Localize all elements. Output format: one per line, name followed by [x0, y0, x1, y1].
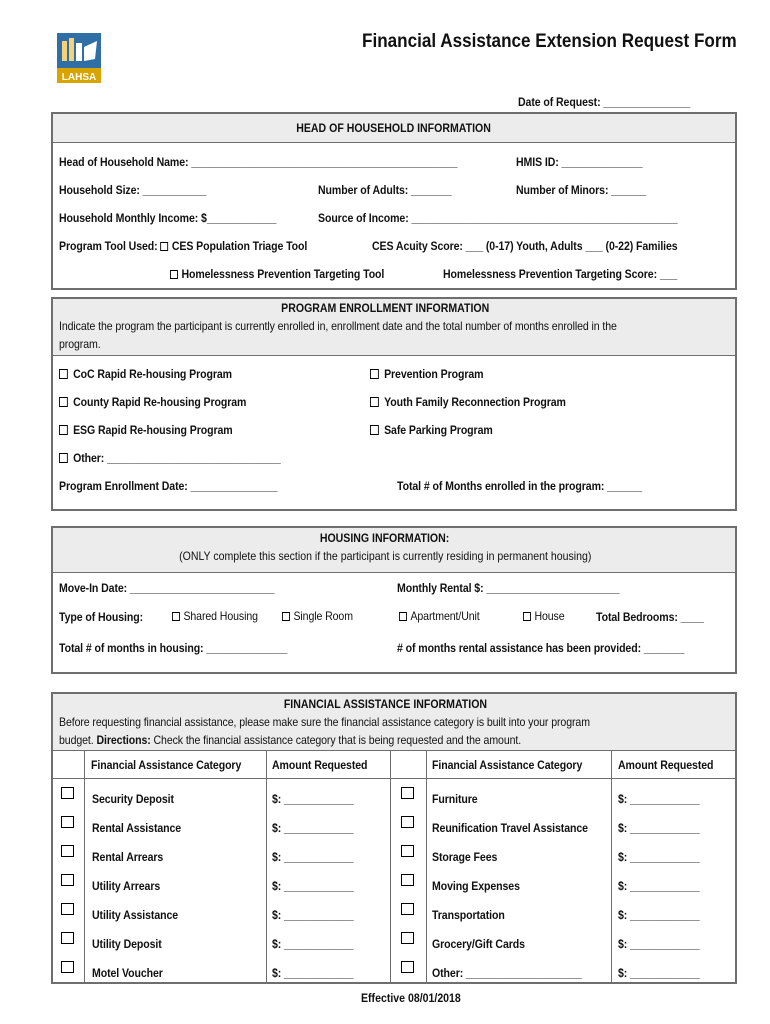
program-title: PROGRAM ENROLLMENT INFORMATION [280, 301, 490, 315]
youth-family-label: Youth Family Reconnection Program [384, 395, 566, 409]
right-category-checkbox[interactable] [401, 874, 414, 886]
enrollment-date-field[interactable]: Program Enrollment Date: _______________ [59, 479, 278, 493]
prevention-program-label: Prevention Program [384, 367, 484, 381]
esg-rrh-option[interactable] [59, 423, 233, 437]
right-category-label: Moving Expenses [432, 879, 520, 893]
type-of-housing-label: Type of Housing: [59, 610, 144, 624]
prevention-program-checkbox[interactable] [370, 369, 379, 379]
left-amount-field[interactable]: $: ____________ [272, 879, 354, 893]
left-category-label: Utility Deposit [92, 937, 162, 951]
financial-desc-2 [59, 733, 521, 747]
right-category-checkbox[interactable] [401, 932, 414, 944]
shared-housing-option[interactable] [172, 609, 258, 623]
other-program-checkbox[interactable] [59, 453, 68, 463]
financial-desc-2-post: Check the financial assistance category that is being requested and the amount. [150, 733, 522, 747]
form-title: Financial Assistance Extension Request Form [362, 31, 737, 52]
safe-parking-label: Safe Parking Program [384, 423, 493, 437]
left-category-label: Utility Arrears [92, 879, 161, 893]
right-amount-field[interactable]: $: ____________ [618, 937, 700, 951]
county-rrh-checkbox[interactable] [59, 397, 68, 407]
monthly-rental-field[interactable]: Monthly Rental $: _______________________ [397, 581, 620, 595]
source-income-field[interactable]: Source of Income: ______________________________________________ [318, 211, 678, 225]
prevention-tool-checkbox[interactable] [170, 270, 178, 279]
prevention-score-field[interactable]: Homelessness Prevention Targeting Score: ___ [443, 267, 678, 281]
left-amount-field[interactable]: $: ____________ [272, 966, 354, 980]
hmis-id-field[interactable]: HMIS ID: ______________ [516, 155, 643, 169]
ces-triage-checkbox[interactable] [160, 242, 168, 251]
prevention-program-option[interactable] [370, 367, 483, 381]
right-category-label: Other: ____________________ [432, 966, 582, 980]
col-header-amount-right: Amount Requested [618, 758, 714, 772]
ces-triage-label: CES Population Triage Tool [171, 239, 308, 253]
table-col-divider [390, 750, 391, 982]
program-tool-label: Program Tool Used: [59, 239, 158, 253]
left-amount-field[interactable]: $: ____________ [272, 850, 354, 864]
apartment-unit-checkbox[interactable] [399, 612, 407, 621]
single-room-option[interactable] [282, 609, 353, 623]
ces-acuity-score[interactable]: CES Acuity Score: ___ (0-17) Youth, Adults ___ (0-22) Families [372, 239, 678, 253]
number-minors-field[interactable]: Number of Minors: ______ [516, 183, 646, 197]
house-option[interactable] [523, 609, 565, 623]
left-category-label: Rental Assistance [92, 821, 182, 835]
total-bedrooms-field[interactable]: Total Bedrooms: ____ [596, 610, 704, 624]
months-rental-assistance-field[interactable]: # of months rental assistance has been provided: _______ [397, 641, 685, 655]
table-col-divider [611, 750, 612, 982]
left-category-checkbox[interactable] [61, 932, 74, 944]
left-category-label: Motel Voucher [92, 966, 163, 980]
right-amount-field[interactable]: $: ____________ [618, 821, 700, 835]
col-header-category-left: Financial Assistance Category [91, 758, 242, 772]
left-amount-field[interactable]: $: ____________ [272, 908, 354, 922]
directions-label: Directions: [96, 733, 151, 747]
right-category-label: Reunification Travel Assistance [432, 821, 588, 835]
table-header-divider [53, 778, 735, 779]
single-room-checkbox[interactable] [282, 612, 290, 621]
svg-text:LAHSA: LAHSA [61, 72, 97, 83]
move-in-date-field[interactable]: Move-In Date: _________________________ [59, 581, 275, 595]
financial-title: FINANCIAL ASSISTANCE INFORMATION [283, 697, 487, 711]
coc-rrh-option[interactable] [59, 367, 232, 381]
household-size-field[interactable]: Household Size: ___________ [59, 183, 207, 197]
right-category-checkbox[interactable] [401, 816, 414, 828]
county-rrh-option[interactable] [59, 395, 246, 409]
esg-rrh-label: ESG Rapid Re-housing Program [73, 423, 233, 437]
prevention-tool-row [170, 267, 384, 281]
left-category-checkbox[interactable] [61, 874, 74, 886]
lahsa-logo [57, 33, 101, 83]
esg-rrh-checkbox[interactable] [59, 425, 68, 435]
left-category-checkbox[interactable] [61, 961, 74, 973]
left-amount-field[interactable]: $: ____________ [272, 937, 354, 951]
housing-subtitle: (ONLY complete this section if the participant is currently residing in permanent housing) [178, 549, 592, 563]
left-category-checkbox[interactable] [61, 845, 74, 857]
left-category-checkbox[interactable] [61, 903, 74, 915]
house-checkbox[interactable] [523, 612, 531, 621]
right-category-checkbox[interactable] [401, 845, 414, 857]
other-program-label: Other: ______________________________ [73, 451, 281, 465]
left-category-label: Security Deposit [92, 792, 174, 806]
right-category-label: Transportation [432, 908, 505, 922]
date-of-request[interactable]: Date of Request: _______________ [518, 95, 691, 109]
program-desc-2: program. [59, 337, 101, 351]
col-header-amount-left: Amount Requested [272, 758, 368, 772]
total-months-enrolled-field[interactable]: Total # of Months enrolled in the program: ______ [397, 479, 642, 493]
left-amount-field[interactable]: $: ____________ [272, 792, 354, 806]
safe-parking-option[interactable] [370, 423, 493, 437]
house-label: House [534, 609, 565, 623]
right-amount-field[interactable]: $: ____________ [618, 966, 700, 980]
table-col-divider [426, 750, 427, 982]
shared-housing-label: Shared Housing [183, 609, 258, 623]
financial-desc-1: Before requesting financial assistance, please make sure the financial assistance category is built into your program [59, 715, 590, 729]
right-category-label: Storage Fees [432, 850, 498, 864]
left-category-checkbox[interactable] [61, 816, 74, 828]
right-amount-field[interactable]: $: ____________ [618, 908, 700, 922]
right-category-checkbox[interactable] [401, 903, 414, 915]
table-col-divider [84, 750, 85, 982]
right-category-checkbox[interactable] [401, 961, 414, 973]
household-income-field[interactable]: Household Monthly Income: $____________ [59, 211, 277, 225]
right-amount-field[interactable]: $: ____________ [618, 850, 700, 864]
lahsa-logo-graphic [57, 33, 101, 83]
single-room-label: Single Room [293, 609, 353, 623]
left-category-label: Utility Assistance [92, 908, 179, 922]
youth-family-option[interactable] [370, 395, 566, 409]
right-category-label: Grocery/Gift Cards [432, 937, 525, 951]
head-name-field[interactable]: Head of Household Name: ______________________________________________ [59, 155, 458, 169]
financial-desc-2-pre: budget. [59, 733, 97, 747]
prevention-tool-label: Homelessness Prevention Targeting Tool [181, 267, 385, 281]
head-title: HEAD OF HOUSEHOLD INFORMATION [296, 121, 492, 135]
right-amount-field[interactable]: $: ____________ [618, 792, 700, 806]
apartment-unit-label: Apartment/Unit [410, 609, 480, 623]
apartment-unit-option[interactable] [399, 609, 480, 623]
col-header-category-right: Financial Assistance Category [432, 758, 583, 772]
months-in-housing-field[interactable]: Total # of months in housing: ______________ [59, 641, 288, 655]
left-category-label: Rental Arrears [92, 850, 164, 864]
other-program-option[interactable] [59, 451, 281, 465]
youth-family-checkbox[interactable] [370, 397, 379, 407]
coc-rrh-checkbox[interactable] [59, 369, 68, 379]
shared-housing-checkbox[interactable] [172, 612, 180, 621]
safe-parking-checkbox[interactable] [370, 425, 379, 435]
footer-effective-date: Effective 08/01/2018 [361, 991, 461, 1005]
table-col-divider [266, 750, 267, 982]
right-category-label: Furniture [432, 792, 478, 806]
left-category-checkbox[interactable] [61, 787, 74, 799]
program-desc-1: Indicate the program the participant is currently enrolled in, enrollment date and the total number of months enrolled in the [59, 319, 617, 333]
county-rrh-label: County Rapid Re-housing Program [73, 395, 247, 409]
number-adults-field[interactable]: Number of Adults: _______ [318, 183, 452, 197]
right-amount-field[interactable]: $: ____________ [618, 879, 700, 893]
right-category-checkbox[interactable] [401, 787, 414, 799]
housing-title: HOUSING INFORMATION: [320, 531, 450, 545]
left-amount-field[interactable]: $: ____________ [272, 821, 354, 835]
section-header [53, 114, 735, 143]
head-of-household-section [51, 112, 737, 290]
coc-rrh-label: CoC Rapid Re-housing Program [73, 367, 232, 381]
program-tool-row [59, 239, 307, 253]
